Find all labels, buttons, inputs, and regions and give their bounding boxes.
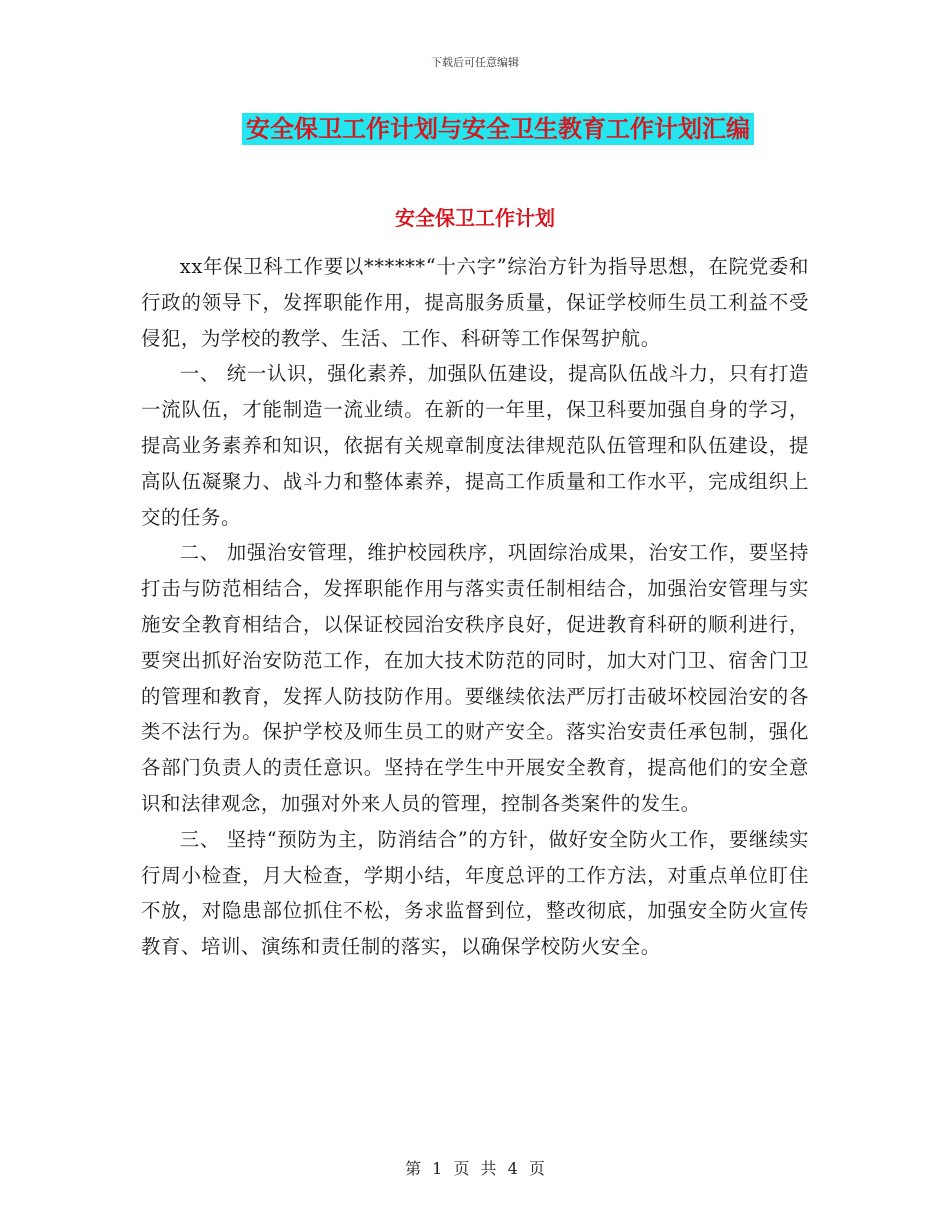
document-title-container [0,113,950,145]
paragraph-item-2: 二、 加强治安管理，维护校园秩序，巩固综治成果，治安工作，要坚持打击与防范相结合，发挥职能作用与落实责任制相结合，加强治安管理与实施安全教育相结合，以保证校园治安秩序良好，促进教育科研的顺利进行，要突出抓好治安防范工作，在加大技术防范的同时，加大对门卫、宿舍门卫的管理和教育，发挥人防技防作用。要继续依法严厉打击破坏校园治安的各类不法行为。保护学校及师生员工的财产安全。落实治安责任承包制，强化各部门负责人的责任意识。坚持在学生中开展安全教育，提高他们的安全意识和法律观念，加强对外来人员的管理，控制各类案件的发生。 [141,541,809,815]
paragraph-item-3: 三、 坚持“预防为主，防消结合”的方针，做好安全防火工作，要继续实行周小检查，月大检查，学期小结，年度总评的工作方法，对重点单位盯住不放，对隐患部位抓住不松，务求监督到位，整改彻底，加强安全防火宣传教育、培训、演练和责任制的落实，以确保学校防火安全。 [141,827,809,959]
header-note: 下载后可任意编辑 [431,56,519,69]
document-title: 安全保卫工作计划与安全卫生教育工作计划汇编 [242,113,754,145]
page-number-footer: 第 1 页 共 4 页 [405,1159,545,1178]
paragraph-item-1: 一、 统一认识，强化素养，加强队伍建设，提高队伍战斗力，只有打造一流队伍，才能制造一流业绩。在新的一年里，保卫科要加强自身的学习，提高业务素养和知识，依据有关规章制度法律规范队伍管理和队伍建设，提高队伍凝聚力、战斗力和整体素养，提高工作质量和工作水平，完成组织上交的任务。 [141,362,809,529]
body-text [141,249,809,965]
section-title: 安全保卫工作计划 [395,206,555,230]
paragraph-intro: xx年保卫科工作要以******“十六字”综治方针为指导思想，在院党委和行政的领导下，发挥职能作用，提高服务质量，保证学校师生员工利益不受侵犯，为学校的教学、生活、工作、科研等工作保驾护航。 [141,255,809,350]
